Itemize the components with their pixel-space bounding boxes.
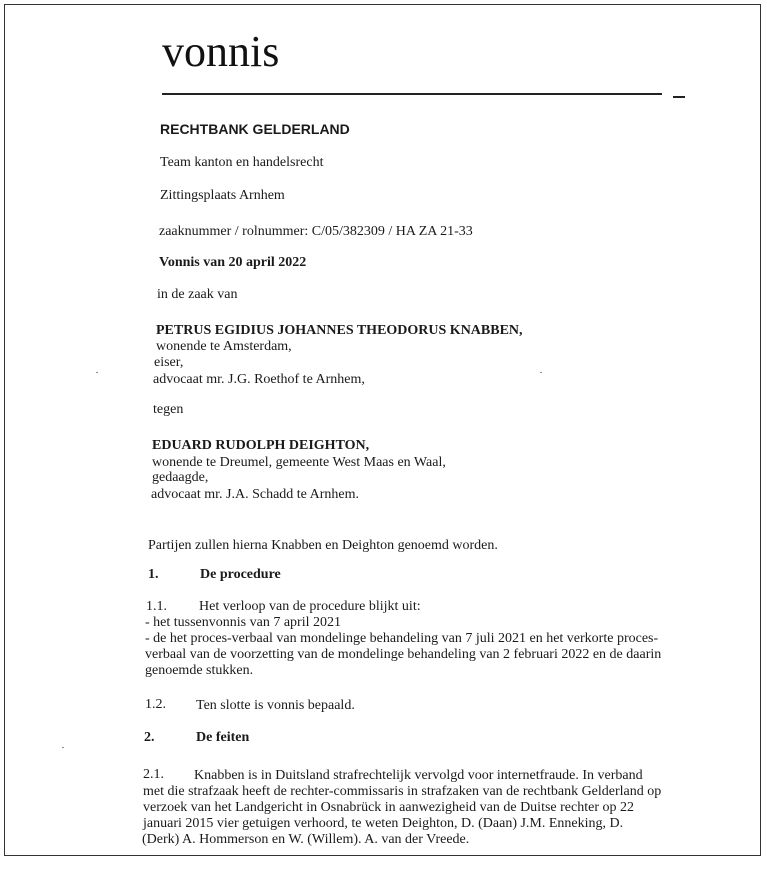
section1-number: 1. (148, 567, 159, 582)
plaintiff-residence: wonende te Amsterdam, (156, 339, 292, 354)
section2-heading: De feiten (196, 730, 250, 745)
title-rule-tail (673, 96, 685, 98)
para-2-1-line: verzoek van het Landgericht in Osnabrück in aanwezigheid van de Duitse rechter op 22 (143, 800, 634, 815)
defendant-lawyer: advocaat mr. J.A. Schadd te Arnhem. (151, 487, 360, 502)
para-1-2-number: 1.2. (145, 697, 166, 712)
para-1-2-text: Ten slotte is vonnis bepaald. (196, 698, 355, 713)
versus-line: tegen (153, 402, 184, 417)
para-1-1-line: verbaal van de voorzetting van de mondelinge behandeling van 2 februari 2022 en de daarin (145, 647, 662, 662)
para-1-1-line: - het tussenvonnis van 7 april 2021 (145, 615, 341, 630)
case-number: zaaknummer / rolnummer: C/05/382309 / HA ZA 21-33 (159, 224, 473, 239)
scan-speck (540, 372, 542, 373)
defendant-role: gedaagde, (152, 470, 209, 485)
court-name: RECHTBANK GELDERLAND (160, 121, 350, 137)
defendant-name: EDUARD RUDOLPH DEIGHTON, (152, 438, 370, 453)
scan-speck (96, 372, 98, 373)
in-case-line: in de zaak van (157, 287, 238, 302)
judgment-date: Vonnis van 20 april 2022 (159, 255, 307, 270)
para-2-1-line: (Derk) A. Hommerson en W. (Willem). A. van der Vreede. (142, 832, 470, 847)
page-border (4, 4, 761, 856)
section1-heading: De procedure (200, 567, 281, 582)
para-2-1-line: Knabben is in Duitsland strafrechtelijk vervolgd voor internetfraude. In verband (194, 768, 643, 783)
plaintiff-name: PETRUS EGIDIUS JOHANNES THEODORUS KNABBEN, (156, 323, 523, 338)
defendant-residence: wonende te Dreumel, gemeente West Maas en Waal, (152, 455, 446, 470)
para-2-1-line: januari 2015 vier getuigen verhoord, te weten Deighton, D. (Daan) J.M. Enneking, D. (143, 816, 624, 831)
para-1-1-line: genoemde stukken. (145, 663, 254, 678)
para-1-1-number: 1.1. (146, 599, 167, 614)
team-line: Team kanton en handelsrecht (160, 155, 324, 170)
para-2-1-number: 2.1. (143, 767, 164, 782)
scan-speck (62, 747, 64, 748)
para-2-1-line: met die strafzaak heeft de rechter-commissaris in strafzaken van de rechtbank Gelderland op (143, 784, 662, 799)
para-1-1-line: Het verloop van de procedure blijkt uit: (199, 599, 421, 614)
plaintiff-role: eiser, (154, 355, 184, 370)
para-1-1-line: - de het proces-verbaal van mondelinge behandeling van 7 juli 2021 en het verkorte proces- (145, 631, 659, 646)
plaintiff-lawyer: advocaat mr. J.G. Roethof te Arnhem, (153, 372, 365, 387)
document-title: vonnis (162, 27, 280, 76)
section2-number: 2. (144, 730, 155, 745)
location-line: Zittingsplaats Arnhem (160, 188, 285, 203)
title-rule (162, 93, 662, 95)
parties-note: Partijen zullen hierna Knabben en Deighton genoemd worden. (148, 538, 498, 553)
